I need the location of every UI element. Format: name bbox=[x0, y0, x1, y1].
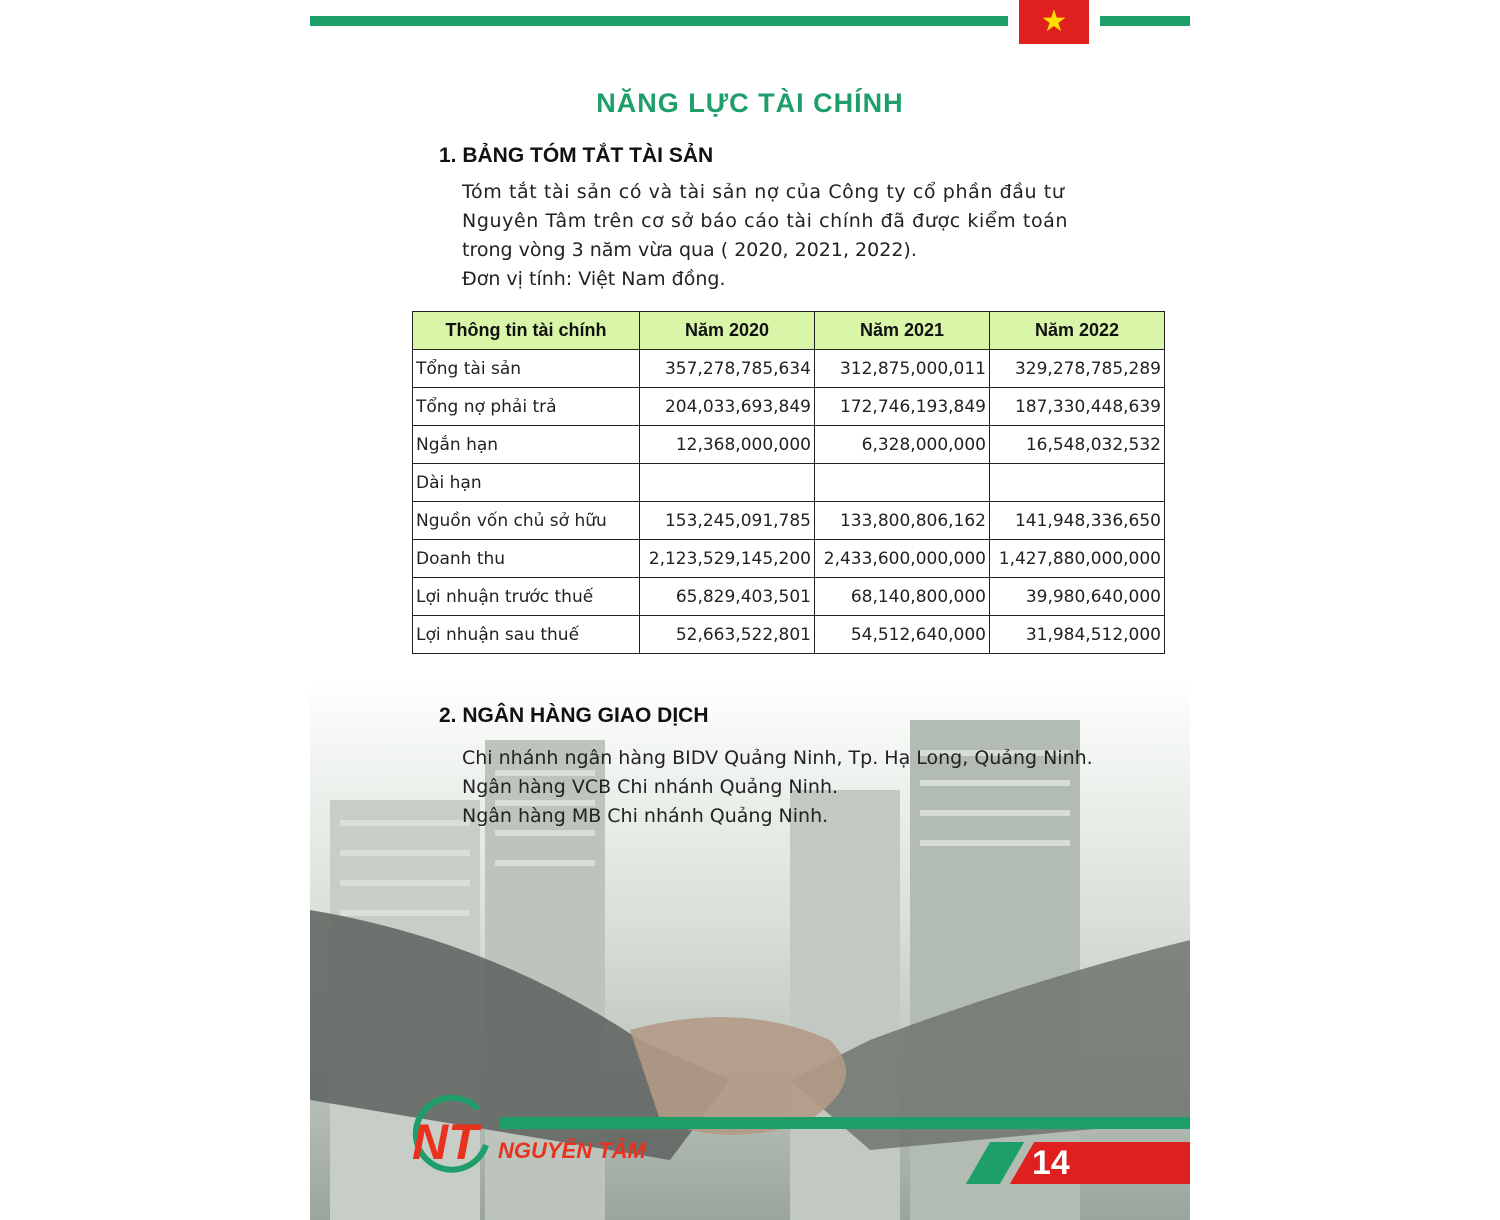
table-cell: 6,328,000,000 bbox=[815, 426, 990, 464]
column-header: Năm 2020 bbox=[640, 312, 815, 350]
table-cell: 329,278,785,289 bbox=[990, 350, 1165, 388]
column-header: Năm 2021 bbox=[815, 312, 990, 350]
brand-name: NGUYÊN TÂM bbox=[498, 1138, 646, 1163]
financial-summary-table bbox=[412, 311, 1165, 654]
row-label: Lợi nhuận trước thuế bbox=[413, 578, 640, 616]
table-cell bbox=[990, 464, 1165, 502]
table-cell: 1,427,880,000,000 bbox=[990, 540, 1165, 578]
column-header: Năm 2022 bbox=[990, 312, 1165, 350]
footer-green-bar bbox=[500, 1117, 1190, 1129]
table-cell: 204,033,693,849 bbox=[640, 388, 815, 426]
table-row bbox=[413, 388, 1165, 426]
table-cell: 2,123,529,145,200 bbox=[640, 540, 815, 578]
bank-item: Ngân hàng MB Chi nhánh Quảng Ninh. bbox=[462, 805, 829, 827]
row-label: Ngắn hạn bbox=[413, 426, 640, 464]
paragraph-line: trong vòng 3 năm vừa qua ( 2020, 2021, 2022). bbox=[462, 239, 917, 261]
table-cell: 2,433,600,000,000 bbox=[815, 540, 990, 578]
row-label: Dài hạn bbox=[413, 464, 640, 502]
table-cell: 187,330,448,639 bbox=[990, 388, 1165, 426]
paragraph-line: Tóm tắt tài sản có và tài sản nợ của Công ty cổ phần đầu tư bbox=[462, 181, 1065, 203]
table-cell bbox=[815, 464, 990, 502]
table-row bbox=[413, 464, 1165, 502]
table-cell: 357,278,785,634 bbox=[640, 350, 815, 388]
table-cell: 153,245,091,785 bbox=[640, 502, 815, 540]
star-icon: ★ bbox=[1040, 5, 1068, 38]
nguyen-tam-logo-icon bbox=[408, 1095, 494, 1173]
bank-item: Ngân hàng VCB Chi nhánh Quảng Ninh. bbox=[462, 776, 839, 798]
table-cell: 141,948,336,650 bbox=[990, 502, 1165, 540]
row-label: Tổng nợ phải trả bbox=[413, 388, 640, 426]
vietnam-flag-icon bbox=[1019, 0, 1089, 44]
logo-lettering: NT bbox=[412, 1114, 479, 1170]
table-cell: 16,548,032,532 bbox=[990, 426, 1165, 464]
unit-note: Đơn vị tính: Việt Nam đồng. bbox=[462, 268, 726, 290]
table-row bbox=[413, 350, 1165, 388]
table-cell: 52,663,522,801 bbox=[640, 616, 815, 654]
top-green-bar-right bbox=[1100, 16, 1190, 26]
table-row bbox=[413, 616, 1165, 654]
table-cell: 68,140,800,000 bbox=[815, 578, 990, 616]
page-title: NĂNG LỰC TÀI CHÍNH bbox=[596, 88, 904, 118]
column-header: Thông tin tài chính bbox=[413, 312, 640, 350]
bank-item: Chi nhánh ngân hàng BIDV Quảng Ninh, Tp. Hạ Long, Quảng Ninh. bbox=[462, 747, 1093, 769]
row-label: Lợi nhuận sau thuế bbox=[413, 616, 640, 654]
paragraph-line: Nguyên Tâm trên cơ sở báo cáo tài chính đã được kiểm toán bbox=[462, 210, 1069, 232]
row-label: Doanh thu bbox=[413, 540, 640, 578]
table-row bbox=[413, 578, 1165, 616]
table-cell: 133,800,806,162 bbox=[815, 502, 990, 540]
table-cell: 54,512,640,000 bbox=[815, 616, 990, 654]
table-row bbox=[413, 502, 1165, 540]
table-cell: 39,980,640,000 bbox=[990, 578, 1165, 616]
table-cell: 12,368,000,000 bbox=[640, 426, 815, 464]
row-label: Nguồn vốn chủ sở hữu bbox=[413, 502, 640, 540]
assets-description bbox=[462, 178, 1122, 294]
table-header-row bbox=[413, 312, 1165, 350]
brochure-page bbox=[310, 0, 1190, 1220]
top-green-bar bbox=[310, 16, 1008, 26]
table-cell: 65,829,403,501 bbox=[640, 578, 815, 616]
banks-list bbox=[462, 744, 1162, 831]
table-row bbox=[413, 426, 1165, 464]
section-heading-assets: 1. BẢNG TÓM TẮT TÀI SẢN bbox=[439, 144, 714, 167]
section-heading-banks: 2. NGÂN HÀNG GIAO DỊCH bbox=[439, 704, 709, 727]
page-number: 14 bbox=[1032, 1144, 1070, 1182]
row-label: Tổng tài sản bbox=[413, 350, 640, 388]
table-cell: 31,984,512,000 bbox=[990, 616, 1165, 654]
table-row bbox=[413, 540, 1165, 578]
table-cell: 172,746,193,849 bbox=[815, 388, 990, 426]
table-cell bbox=[640, 464, 815, 502]
table-cell: 312,875,000,011 bbox=[815, 350, 990, 388]
